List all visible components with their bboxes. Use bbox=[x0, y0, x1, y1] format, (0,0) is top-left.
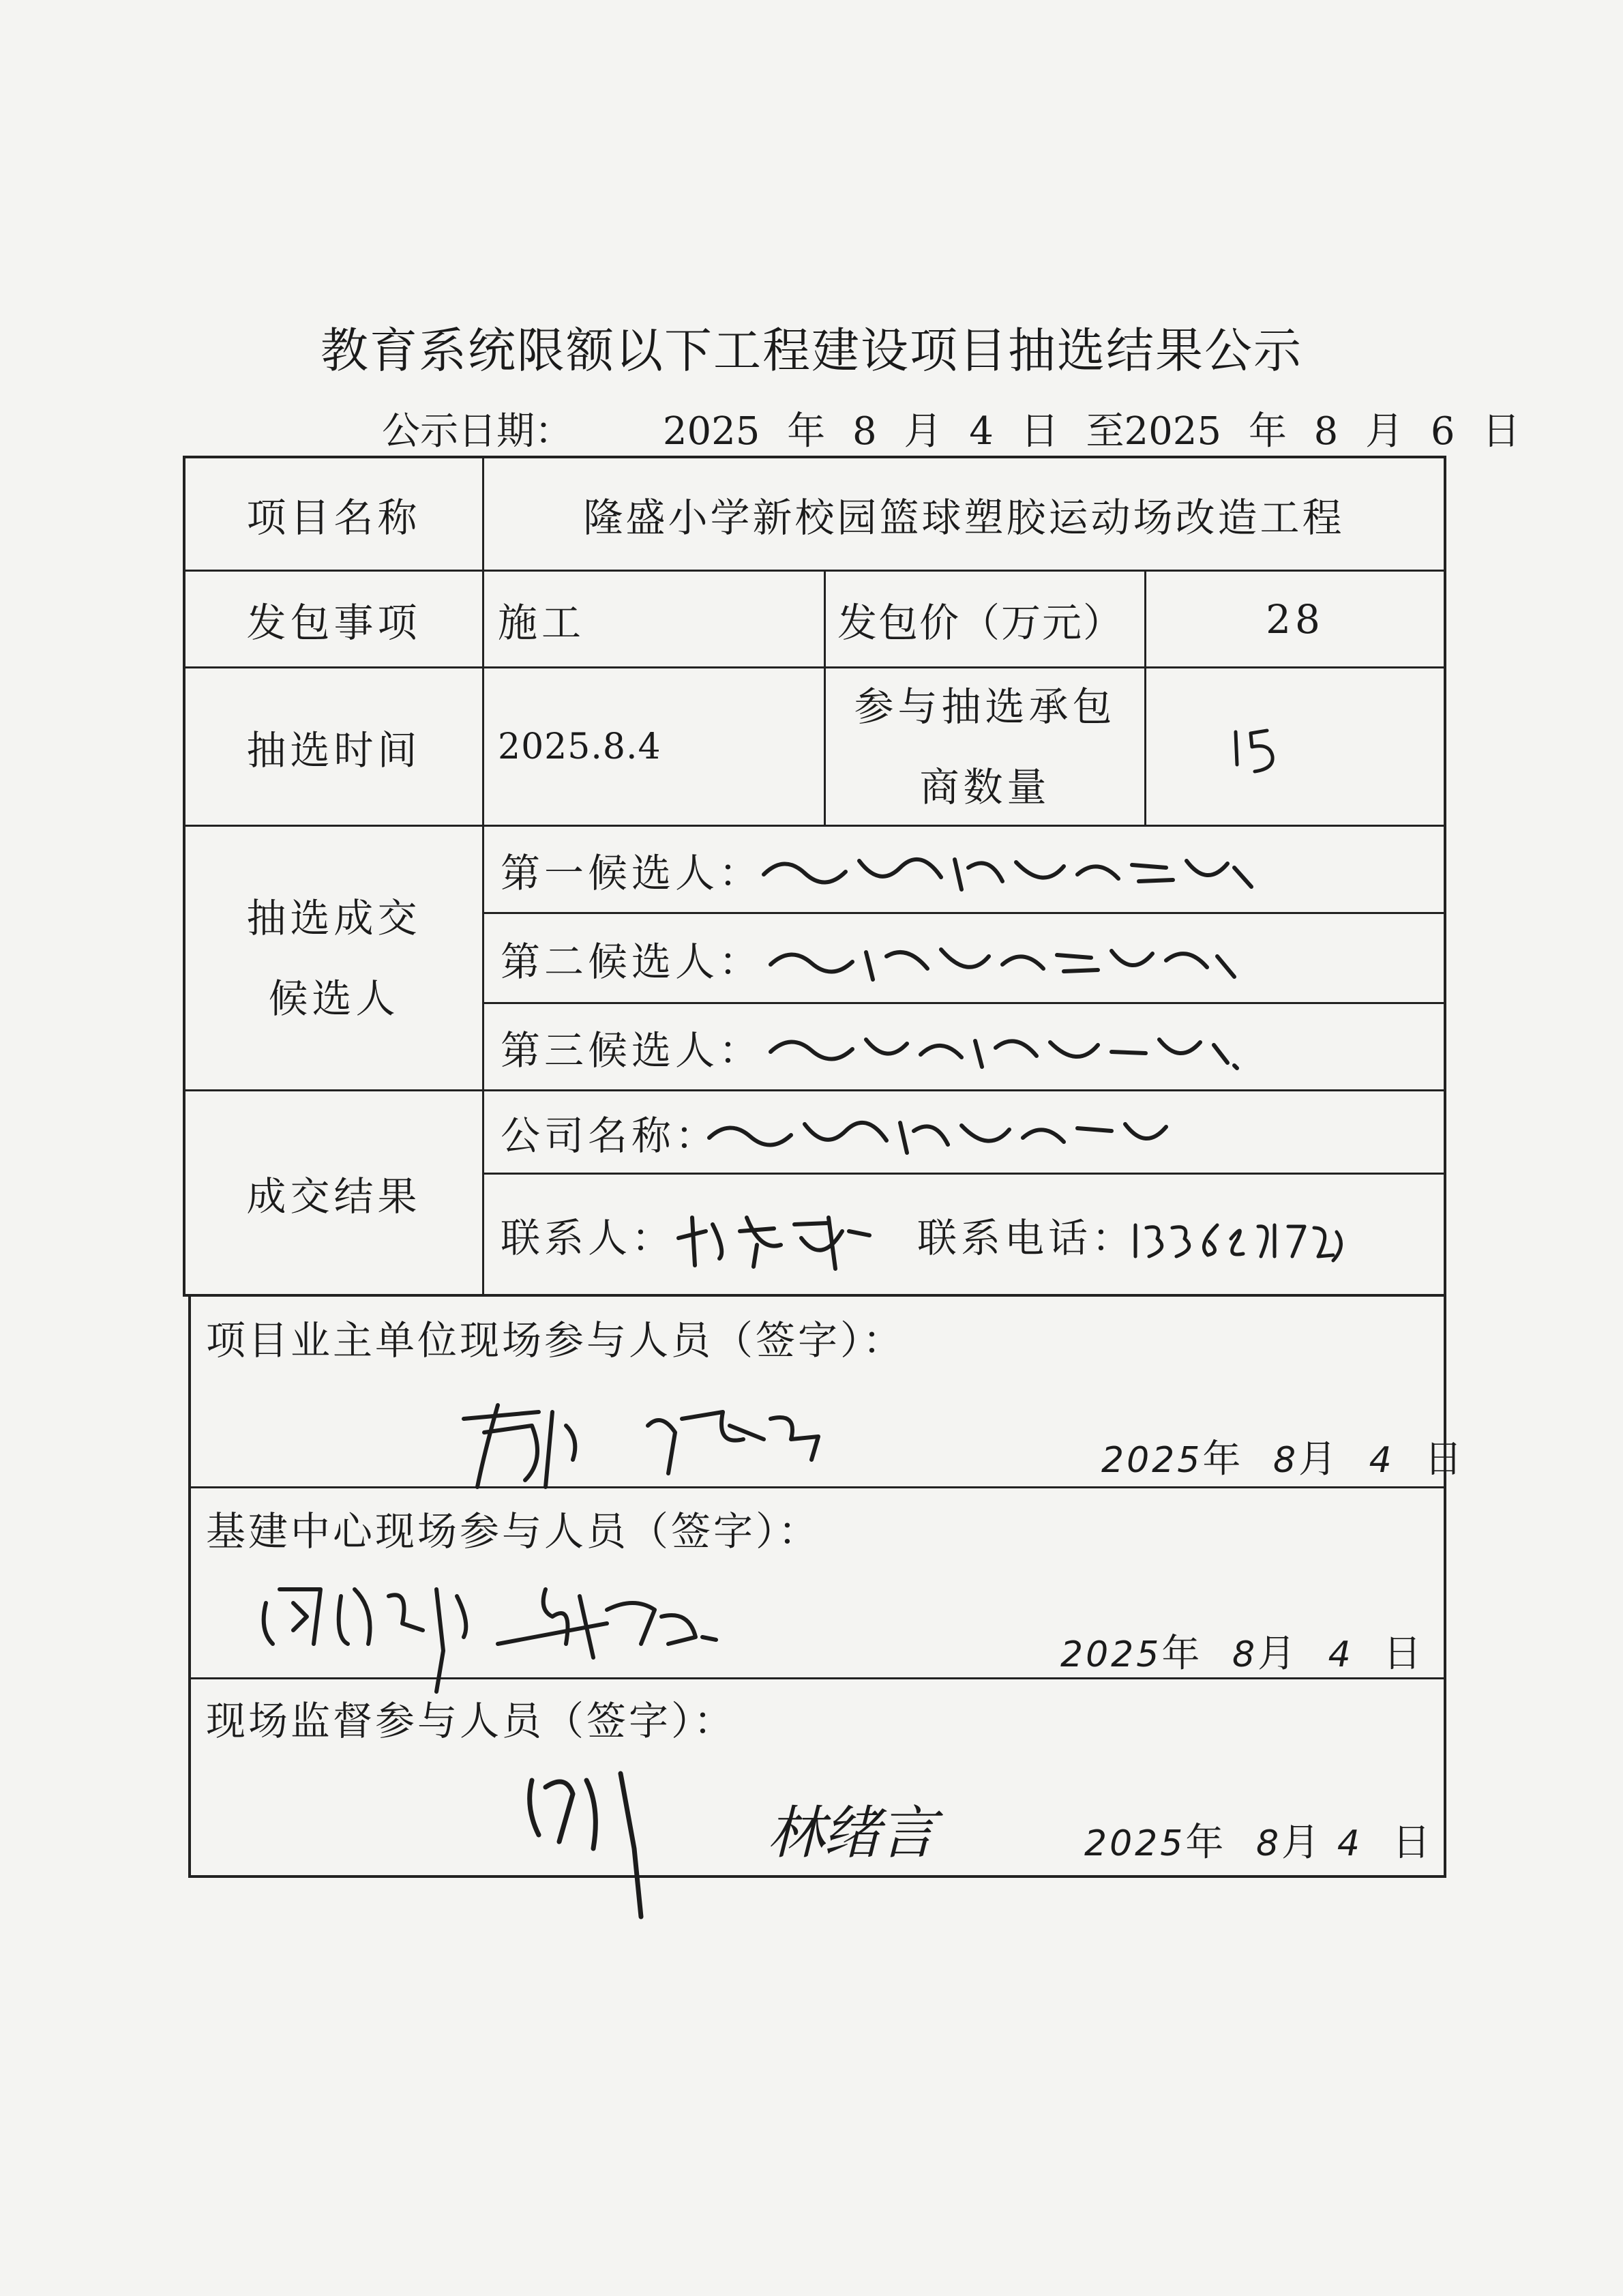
candidates-label-line-1: 抽选成交 bbox=[246, 894, 421, 941]
infra-date-day: 4 bbox=[1328, 1634, 1354, 1675]
supervision-signer-2: 林绪言 bbox=[767, 1799, 936, 1866]
publish-year-unit-2: 年 bbox=[1248, 409, 1287, 454]
infra-date-month-unit: 月 bbox=[1257, 1632, 1299, 1676]
bidder-count-label-line-1: 参与抽选承包 bbox=[854, 683, 1116, 730]
owner-date-year-unit: 年 bbox=[1202, 1437, 1244, 1482]
candidate-2-label: 第二候选人： bbox=[501, 938, 763, 985]
publish-date-label: 公示日期： bbox=[382, 409, 573, 454]
publish-day-unit-2: 日 bbox=[1482, 409, 1521, 454]
supervision-date-year-unit: 年 bbox=[1185, 1821, 1227, 1865]
bidder-count bbox=[1227, 726, 1289, 781]
project-name-label: 项目名称 bbox=[246, 494, 421, 541]
result-label: 成交结果 bbox=[246, 1173, 421, 1220]
contract-price-label: 发包价（万元） bbox=[837, 599, 1125, 646]
phone-label: 联系电话： bbox=[917, 1214, 1136, 1261]
infra-date-month: 8 bbox=[1232, 1634, 1258, 1675]
owner-date-day-unit: 日 bbox=[1424, 1437, 1465, 1482]
infra-date bbox=[1060, 1623, 1424, 1678]
contact-signature bbox=[672, 1204, 876, 1272]
candidate-2-signature bbox=[764, 936, 1241, 990]
supervision-label: 现场监督参与人员（签字）： bbox=[206, 1698, 736, 1744]
project-name: 隆盛小学新校园篮球塑胶运动场改造工程 bbox=[583, 494, 1345, 541]
infra-date-day-unit: 日 bbox=[1383, 1632, 1425, 1676]
publish-end-day: 6 bbox=[1430, 409, 1455, 454]
publish-start-month: 8 bbox=[852, 409, 877, 454]
contract-price: 28 bbox=[1266, 595, 1324, 643]
contact-label: 联系人： bbox=[501, 1214, 676, 1261]
publish-year-unit: 年 bbox=[787, 409, 826, 454]
supervision-signature-1 bbox=[518, 1767, 668, 1924]
candidate-1-signature bbox=[757, 847, 1262, 902]
supervision-date-day-unit: 日 bbox=[1392, 1821, 1433, 1865]
candidate-3-label: 第三候选人： bbox=[501, 1027, 763, 1074]
owner-date-year: 2025 bbox=[1101, 1440, 1203, 1481]
owner-date bbox=[1101, 1429, 1465, 1484]
draw-time-label: 抽选时间 bbox=[246, 726, 421, 774]
supervision-date-month: 8 bbox=[1255, 1823, 1282, 1864]
publish-day-unit: 日 bbox=[1020, 409, 1059, 454]
publish-end-month: 8 bbox=[1313, 409, 1339, 454]
publish-to: 至2025 bbox=[1086, 409, 1221, 454]
publish-start-day: 4 bbox=[969, 409, 994, 454]
owner-label: 项目业主单位现场参与人员（签字）： bbox=[206, 1317, 906, 1364]
candidates-label bbox=[185, 827, 482, 1089]
infra-label: 基建中心现场参与人员（签字）： bbox=[206, 1508, 821, 1555]
contract-item: 施工 bbox=[498, 599, 586, 646]
document-title: 教育系统限额以下工程建设项目抽选结果公示 bbox=[321, 323, 1302, 379]
owner-date-month-unit: 月 bbox=[1298, 1437, 1340, 1482]
contract-item-label: 发包事项 bbox=[246, 599, 421, 646]
supervision-date-day: 4 bbox=[1337, 1823, 1363, 1864]
company-signature bbox=[702, 1110, 1180, 1165]
bidder-count-label-line-2: 商数量 bbox=[919, 763, 1051, 810]
supervision-date-year: 2025 bbox=[1084, 1823, 1186, 1864]
owner-date-day: 4 bbox=[1369, 1440, 1395, 1481]
candidates-label-line-2: 候选人 bbox=[268, 975, 400, 1022]
infra-date-year: 2025 bbox=[1060, 1634, 1162, 1675]
supervision-date-month-unit: 月 bbox=[1281, 1821, 1323, 1865]
infra-date-year-unit: 年 bbox=[1161, 1632, 1203, 1676]
company-label: 公司名称： bbox=[501, 1112, 719, 1159]
infra-signatures bbox=[252, 1569, 743, 1705]
supervision-date bbox=[1084, 1812, 1433, 1867]
owner-signatures bbox=[457, 1398, 852, 1494]
bidder-count-label bbox=[826, 668, 1144, 825]
draw-time: 2025.8.4 bbox=[498, 726, 661, 767]
publish-month-unit-2: 月 bbox=[1365, 409, 1404, 454]
owner-date-month: 8 bbox=[1272, 1440, 1299, 1481]
candidate-3-signature bbox=[764, 1025, 1241, 1079]
phone-signature bbox=[1129, 1218, 1347, 1266]
publish-start-year: 2025 bbox=[662, 409, 760, 454]
publish-date bbox=[382, 401, 1535, 456]
publish-month-unit: 月 bbox=[904, 409, 942, 454]
candidate-1-label: 第一候选人： bbox=[501, 849, 763, 896]
